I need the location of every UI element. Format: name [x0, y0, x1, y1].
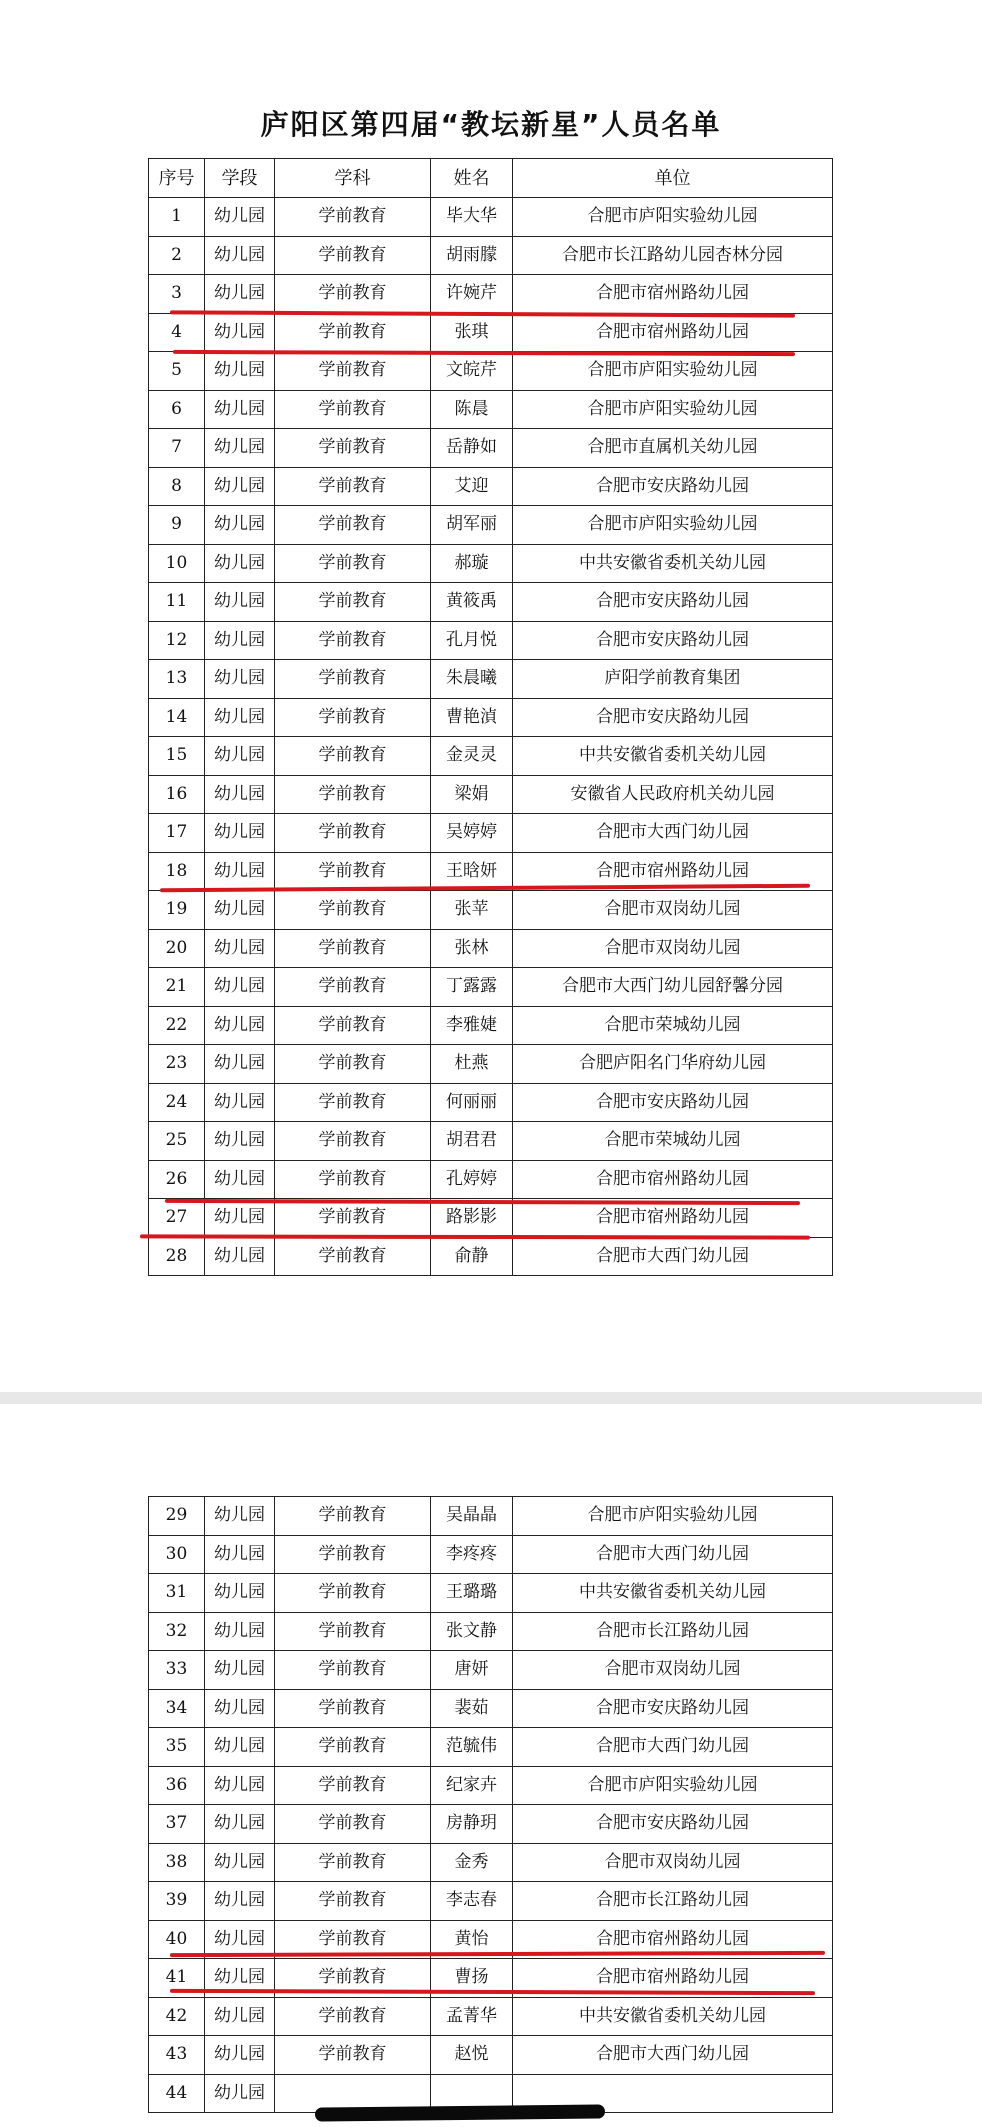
cell-unit: 合肥市庐阳实验幼儿园 [513, 1497, 833, 1536]
table-row [149, 737, 833, 776]
cell-no: 22 [149, 1006, 205, 1045]
cell-no: 29 [149, 1497, 205, 1536]
table-row [149, 1006, 833, 1045]
cell-subject: 学前教育 [275, 621, 431, 660]
cell-unit: 合肥市安庆路幼儿园 [513, 1083, 833, 1122]
table-row [149, 1160, 833, 1199]
cell-stage: 幼儿园 [205, 544, 275, 583]
cell-name: 何丽丽 [431, 1083, 513, 1122]
cell-subject: 学前教育 [275, 2036, 431, 2075]
table-row [149, 352, 833, 391]
cell-name: 吴婷婷 [431, 814, 513, 853]
cell-unit: 合肥市安庆路幼儿园 [513, 583, 833, 622]
cell-name: 张文静 [431, 1612, 513, 1651]
table-row [149, 929, 833, 968]
cell-subject: 学前教育 [275, 467, 431, 506]
cell-stage: 幼儿园 [205, 1959, 275, 1998]
cell-stage: 幼儿园 [205, 1920, 275, 1959]
table-row [149, 2036, 833, 2075]
cell-no: 36 [149, 1766, 205, 1805]
cell-stage: 幼儿园 [205, 852, 275, 891]
cell-unit: 合肥市大西门幼儿园 [513, 1237, 833, 1276]
cell-stage: 幼儿园 [205, 2036, 275, 2075]
table-row [149, 1766, 833, 1805]
cell-subject: 学前教育 [275, 544, 431, 583]
cell-name: 艾迎 [431, 467, 513, 506]
cell-unit: 合肥市荣城幼儿园 [513, 1122, 833, 1161]
cell-name: 文皖芹 [431, 352, 513, 391]
cell-unit: 中共安徽省委机关幼儿园 [513, 1997, 833, 2036]
cell-subject: 学前教育 [275, 1045, 431, 1084]
cell-unit: 合肥市荣城幼儿园 [513, 1006, 833, 1045]
cell-no: 13 [149, 660, 205, 699]
cell-name: 唐妍 [431, 1651, 513, 1690]
cell-unit: 合肥市大西门幼儿园 [513, 814, 833, 853]
table-row [149, 1497, 833, 1536]
cell-unit: 合肥市庐阳实验幼儿园 [513, 198, 833, 237]
table-row [149, 1689, 833, 1728]
table-row [149, 775, 833, 814]
cell-no: 40 [149, 1920, 205, 1959]
cell-name: 孔婷婷 [431, 1160, 513, 1199]
cell-no: 14 [149, 698, 205, 737]
cell-stage: 幼儿园 [205, 429, 275, 468]
cell-unit: 合肥庐阳名门华府幼儿园 [513, 1045, 833, 1084]
cell-name: 金灵灵 [431, 737, 513, 776]
cell-unit: 合肥市宿州路幼儿园 [513, 275, 833, 314]
cell-subject: 学前教育 [275, 275, 431, 314]
cell-name: 赵悦 [431, 2036, 513, 2075]
cell-stage: 幼儿园 [205, 352, 275, 391]
cell-stage: 幼儿园 [205, 1728, 275, 1767]
table-row [149, 236, 833, 275]
cell-unit: 合肥市双岗幼儿园 [513, 929, 833, 968]
cell-unit: 合肥市庐阳实验幼儿园 [513, 352, 833, 391]
cell-unit: 合肥市安庆路幼儿园 [513, 467, 833, 506]
cell-stage: 幼儿园 [205, 814, 275, 853]
cell-name: 曹扬 [431, 1959, 513, 1998]
table-row [149, 275, 833, 314]
cell-stage: 幼儿园 [205, 621, 275, 660]
cell-subject: 学前教育 [275, 313, 431, 352]
cell-stage: 幼儿园 [205, 929, 275, 968]
cell-unit: 庐阳学前教育集团 [513, 660, 833, 699]
cell-subject: 学前教育 [275, 737, 431, 776]
cell-subject: 学前教育 [275, 1122, 431, 1161]
cell-stage: 幼儿园 [205, 1805, 275, 1844]
table-row [149, 1535, 833, 1574]
cell-stage: 幼儿园 [205, 1574, 275, 1613]
cell-subject: 学前教育 [275, 429, 431, 468]
cell-subject: 学前教育 [275, 1805, 431, 1844]
cell-subject: 学前教育 [275, 1843, 431, 1882]
cell-subject: 学前教育 [275, 1497, 431, 1536]
cell-unit: 合肥市庐阳实验幼儿园 [513, 390, 833, 429]
cell-unit: 合肥市大西门幼儿园舒馨分园 [513, 968, 833, 1007]
cell-no: 30 [149, 1535, 205, 1574]
cell-stage: 幼儿园 [205, 1651, 275, 1690]
cell-no: 5 [149, 352, 205, 391]
cell-no: 32 [149, 1612, 205, 1651]
header-name: 姓名 [431, 159, 513, 198]
cell-name: 王晗妍 [431, 852, 513, 891]
table-row [149, 1083, 833, 1122]
cell-stage: 幼儿园 [205, 467, 275, 506]
cell-name: 张琪 [431, 313, 513, 352]
cell-subject: 学前教育 [275, 1997, 431, 2036]
cell-subject: 学前教育 [275, 891, 431, 930]
cell-no: 8 [149, 467, 205, 506]
cell-name: 陈晨 [431, 390, 513, 429]
cell-subject: 学前教育 [275, 1882, 431, 1921]
table-row [149, 429, 833, 468]
cell-unit: 合肥市双岗幼儿园 [513, 891, 833, 930]
cell-stage: 幼儿园 [205, 1160, 275, 1199]
cell-name: 范毓伟 [431, 1728, 513, 1767]
table-row [149, 698, 833, 737]
table-row [149, 1574, 833, 1613]
cell-no: 38 [149, 1843, 205, 1882]
cell-name: 毕大华 [431, 198, 513, 237]
cell-subject: 学前教育 [275, 390, 431, 429]
cell-unit: 合肥市大西门幼儿园 [513, 1535, 833, 1574]
cell-name: 黄筱禹 [431, 583, 513, 622]
cell-no: 12 [149, 621, 205, 660]
cell-unit: 合肥市长江路幼儿园杏林分园 [513, 236, 833, 275]
cell-no: 16 [149, 775, 205, 814]
cell-stage: 幼儿园 [205, 506, 275, 545]
cell-no: 6 [149, 390, 205, 429]
cell-stage: 幼儿园 [205, 1006, 275, 1045]
table-row [149, 544, 833, 583]
cell-subject: 学前教育 [275, 1160, 431, 1199]
cell-name: 王璐璐 [431, 1574, 513, 1613]
cell-subject: 学前教育 [275, 698, 431, 737]
cell-name: 房静玥 [431, 1805, 513, 1844]
cell-unit: 合肥市安庆路幼儿园 [513, 1805, 833, 1844]
cell-stage: 幼儿园 [205, 1083, 275, 1122]
cell-name: 黄怡 [431, 1920, 513, 1959]
cell-stage: 幼儿园 [205, 313, 275, 352]
cell-name: 郝璇 [431, 544, 513, 583]
cell-name: 岳静如 [431, 429, 513, 468]
cell-unit: 合肥市宿州路幼儿园 [513, 1959, 833, 1998]
table-row [149, 1959, 833, 1998]
table-row [149, 1728, 833, 1767]
cell-subject: 学前教育 [275, 352, 431, 391]
cell-no: 24 [149, 1083, 205, 1122]
cell-stage: 幼儿园 [205, 198, 275, 237]
cell-no: 7 [149, 429, 205, 468]
cell-subject: 学前教育 [275, 506, 431, 545]
header-subject: 学科 [275, 159, 431, 198]
cell-subject: 学前教育 [275, 1651, 431, 1690]
table-row [149, 660, 833, 699]
cell-no: 10 [149, 544, 205, 583]
cell-name: 孔月悦 [431, 621, 513, 660]
cell-stage: 幼儿园 [205, 1882, 275, 1921]
cell-name: 金秀 [431, 1843, 513, 1882]
cell-subject: 学前教育 [275, 1920, 431, 1959]
roster-table-page-1 [148, 158, 833, 1276]
cell-no: 41 [149, 1959, 205, 1998]
header-unit: 单位 [513, 159, 833, 198]
cell-name: 孟菁华 [431, 1997, 513, 2036]
cell-stage: 幼儿园 [205, 1766, 275, 1805]
cell-name: 朱晨曦 [431, 660, 513, 699]
cell-unit: 合肥市安庆路幼儿园 [513, 698, 833, 737]
cell-stage: 幼儿园 [205, 1535, 275, 1574]
cell-unit: 中共安徽省委机关幼儿园 [513, 544, 833, 583]
cell-no: 20 [149, 929, 205, 968]
cell-stage: 幼儿园 [205, 698, 275, 737]
cell-stage: 幼儿园 [205, 236, 275, 275]
cell-unit: 合肥市庐阳实验幼儿园 [513, 1766, 833, 1805]
cell-stage: 幼儿园 [205, 1122, 275, 1161]
cell-unit: 合肥市双岗幼儿园 [513, 1651, 833, 1690]
cell-no: 25 [149, 1122, 205, 1161]
cell-subject: 学前教育 [275, 1728, 431, 1767]
cell-no: 33 [149, 1651, 205, 1690]
cell-subject: 学前教育 [275, 1689, 431, 1728]
cell-unit: 合肥市宿州路幼儿园 [513, 1920, 833, 1959]
cell-no: 39 [149, 1882, 205, 1921]
cell-subject: 学前教育 [275, 929, 431, 968]
cell-subject: 学前教育 [275, 660, 431, 699]
cell-stage: 幼儿园 [205, 2074, 275, 2113]
cell-no: 42 [149, 1997, 205, 2036]
cell-name: 裴茹 [431, 1689, 513, 1728]
cell-unit: 合肥市长江路幼儿园 [513, 1882, 833, 1921]
cell-no: 31 [149, 1574, 205, 1613]
cell-no: 3 [149, 275, 205, 314]
cell-unit: 合肥市宿州路幼儿园 [513, 313, 833, 352]
cell-subject: 学前教育 [275, 775, 431, 814]
table-row [149, 1237, 833, 1276]
cell-stage: 幼儿园 [205, 1497, 275, 1536]
cell-unit: 合肥市大西门幼儿园 [513, 1728, 833, 1767]
cell-stage: 幼儿园 [205, 737, 275, 776]
cell-stage: 幼儿园 [205, 775, 275, 814]
cell-no: 15 [149, 737, 205, 776]
cell-subject: 学前教育 [275, 583, 431, 622]
table-row [149, 1882, 833, 1921]
table-row [149, 313, 833, 352]
cell-stage: 幼儿园 [205, 660, 275, 699]
table-row [149, 467, 833, 506]
cell-stage: 幼儿园 [205, 1689, 275, 1728]
table-row [149, 1045, 833, 1084]
table-body-page-1 [149, 198, 833, 1276]
cell-unit: 合肥市双岗幼儿园 [513, 1843, 833, 1882]
cell-unit: 合肥市安庆路幼儿园 [513, 621, 833, 660]
cell-no: 4 [149, 313, 205, 352]
table-row [149, 506, 833, 545]
cell-name: 路影影 [431, 1199, 513, 1238]
cell-subject: 学前教育 [275, 1006, 431, 1045]
cell-stage: 幼儿园 [205, 1997, 275, 2036]
cell-no: 18 [149, 852, 205, 891]
cell-no: 26 [149, 1160, 205, 1199]
cell-name: 李志春 [431, 1882, 513, 1921]
cell-unit: 合肥市宿州路幼儿园 [513, 1160, 833, 1199]
cell-name: 胡军丽 [431, 506, 513, 545]
table-row [149, 1920, 833, 1959]
cell-name: 梁娟 [431, 775, 513, 814]
cell-no: 44 [149, 2074, 205, 2113]
table-row [149, 1805, 833, 1844]
cell-unit: 合肥市安庆路幼儿园 [513, 1689, 833, 1728]
cell-stage: 幼儿园 [205, 1612, 275, 1651]
cell-no: 43 [149, 2036, 205, 2075]
table-row [149, 390, 833, 429]
cell-subject: 学前教育 [275, 1574, 431, 1613]
cell-unit: 合肥市宿州路幼儿园 [513, 1199, 833, 1238]
cell-unit: 合肥市宿州路幼儿园 [513, 852, 833, 891]
cell-subject: 学前教育 [275, 1959, 431, 1998]
cell-unit: 中共安徽省委机关幼儿园 [513, 737, 833, 776]
cell-subject: 学前教育 [275, 1766, 431, 1805]
cell-no: 28 [149, 1237, 205, 1276]
cell-name: 杜燕 [431, 1045, 513, 1084]
table-row [149, 1651, 833, 1690]
cell-name: 胡雨朦 [431, 236, 513, 275]
cell-no: 21 [149, 968, 205, 1007]
cell-subject: 学前教育 [275, 1199, 431, 1238]
cell-subject: 学前教育 [275, 1083, 431, 1122]
table-row [149, 1122, 833, 1161]
table-row [149, 814, 833, 853]
cell-stage: 幼儿园 [205, 968, 275, 1007]
cell-name: 张林 [431, 929, 513, 968]
cell-no: 23 [149, 1045, 205, 1084]
cell-subject: 学前教育 [275, 1237, 431, 1276]
cell-name: 李疼疼 [431, 1535, 513, 1574]
cell-no: 17 [149, 814, 205, 853]
cell-stage: 幼儿园 [205, 390, 275, 429]
cell-stage: 幼儿园 [205, 1843, 275, 1882]
table-row [149, 621, 833, 660]
cell-no: 19 [149, 891, 205, 930]
cell-no: 1 [149, 198, 205, 237]
table-row [149, 1612, 833, 1651]
cell-stage: 幼儿园 [205, 1237, 275, 1276]
cell-no: 35 [149, 1728, 205, 1767]
cell-name: 李雅婕 [431, 1006, 513, 1045]
cell-unit: 合肥市直属机关幼儿园 [513, 429, 833, 468]
cell-stage: 幼儿园 [205, 583, 275, 622]
cell-unit: 中共安徽省委机关幼儿园 [513, 1574, 833, 1613]
header-no: 序号 [149, 159, 205, 198]
table-body-page-2 [149, 1497, 833, 2113]
cell-unit: 合肥市大西门幼儿园 [513, 2036, 833, 2075]
cell-no: 11 [149, 583, 205, 622]
cell-name: 胡君君 [431, 1122, 513, 1161]
cell-name: 许婉芹 [431, 275, 513, 314]
cell-subject: 学前教育 [275, 968, 431, 1007]
table-header-row [149, 159, 833, 198]
table-row [149, 891, 833, 930]
table-row [149, 852, 833, 891]
cell-stage: 幼儿园 [205, 275, 275, 314]
cell-no: 27 [149, 1199, 205, 1238]
cell-subject: 学前教育 [275, 1535, 431, 1574]
table-row [149, 583, 833, 622]
cell-name: 吴晶晶 [431, 1497, 513, 1536]
table-row [149, 1199, 833, 1238]
cell-name: 纪家卉 [431, 1766, 513, 1805]
table-row [149, 968, 833, 1007]
cell-stage: 幼儿园 [205, 1199, 275, 1238]
document-page-2 [0, 1404, 982, 2127]
document-title: 庐阳区第四届“教坛新星”人员名单 [260, 108, 722, 141]
cell-name: 丁露露 [431, 968, 513, 1007]
cell-no: 9 [149, 506, 205, 545]
cell-unit: 合肥市庐阳实验幼儿园 [513, 506, 833, 545]
cell-no: 2 [149, 236, 205, 275]
table-row [149, 198, 833, 237]
table-row [149, 1997, 833, 2036]
header-stage: 学段 [205, 159, 275, 198]
cell-subject: 学前教育 [275, 236, 431, 275]
cell-stage: 幼儿园 [205, 891, 275, 930]
cell-name: 俞静 [431, 1237, 513, 1276]
cell-subject: 学前教育 [275, 814, 431, 853]
roster-table-page-2 [148, 1496, 833, 2113]
cell-no: 37 [149, 1805, 205, 1844]
cell-unit: 合肥市长江路幼儿园 [513, 1612, 833, 1651]
cell-name: 曹艳湞 [431, 698, 513, 737]
cell-subject: 学前教育 [275, 852, 431, 891]
cell-subject: 学前教育 [275, 198, 431, 237]
cell-name: 张苹 [431, 891, 513, 930]
cell-no: 34 [149, 1689, 205, 1728]
cell-stage: 幼儿园 [205, 1045, 275, 1084]
table-row [149, 1843, 833, 1882]
cell-subject: 学前教育 [275, 1612, 431, 1651]
cell-unit: 安徽省人民政府机关幼儿园 [513, 775, 833, 814]
